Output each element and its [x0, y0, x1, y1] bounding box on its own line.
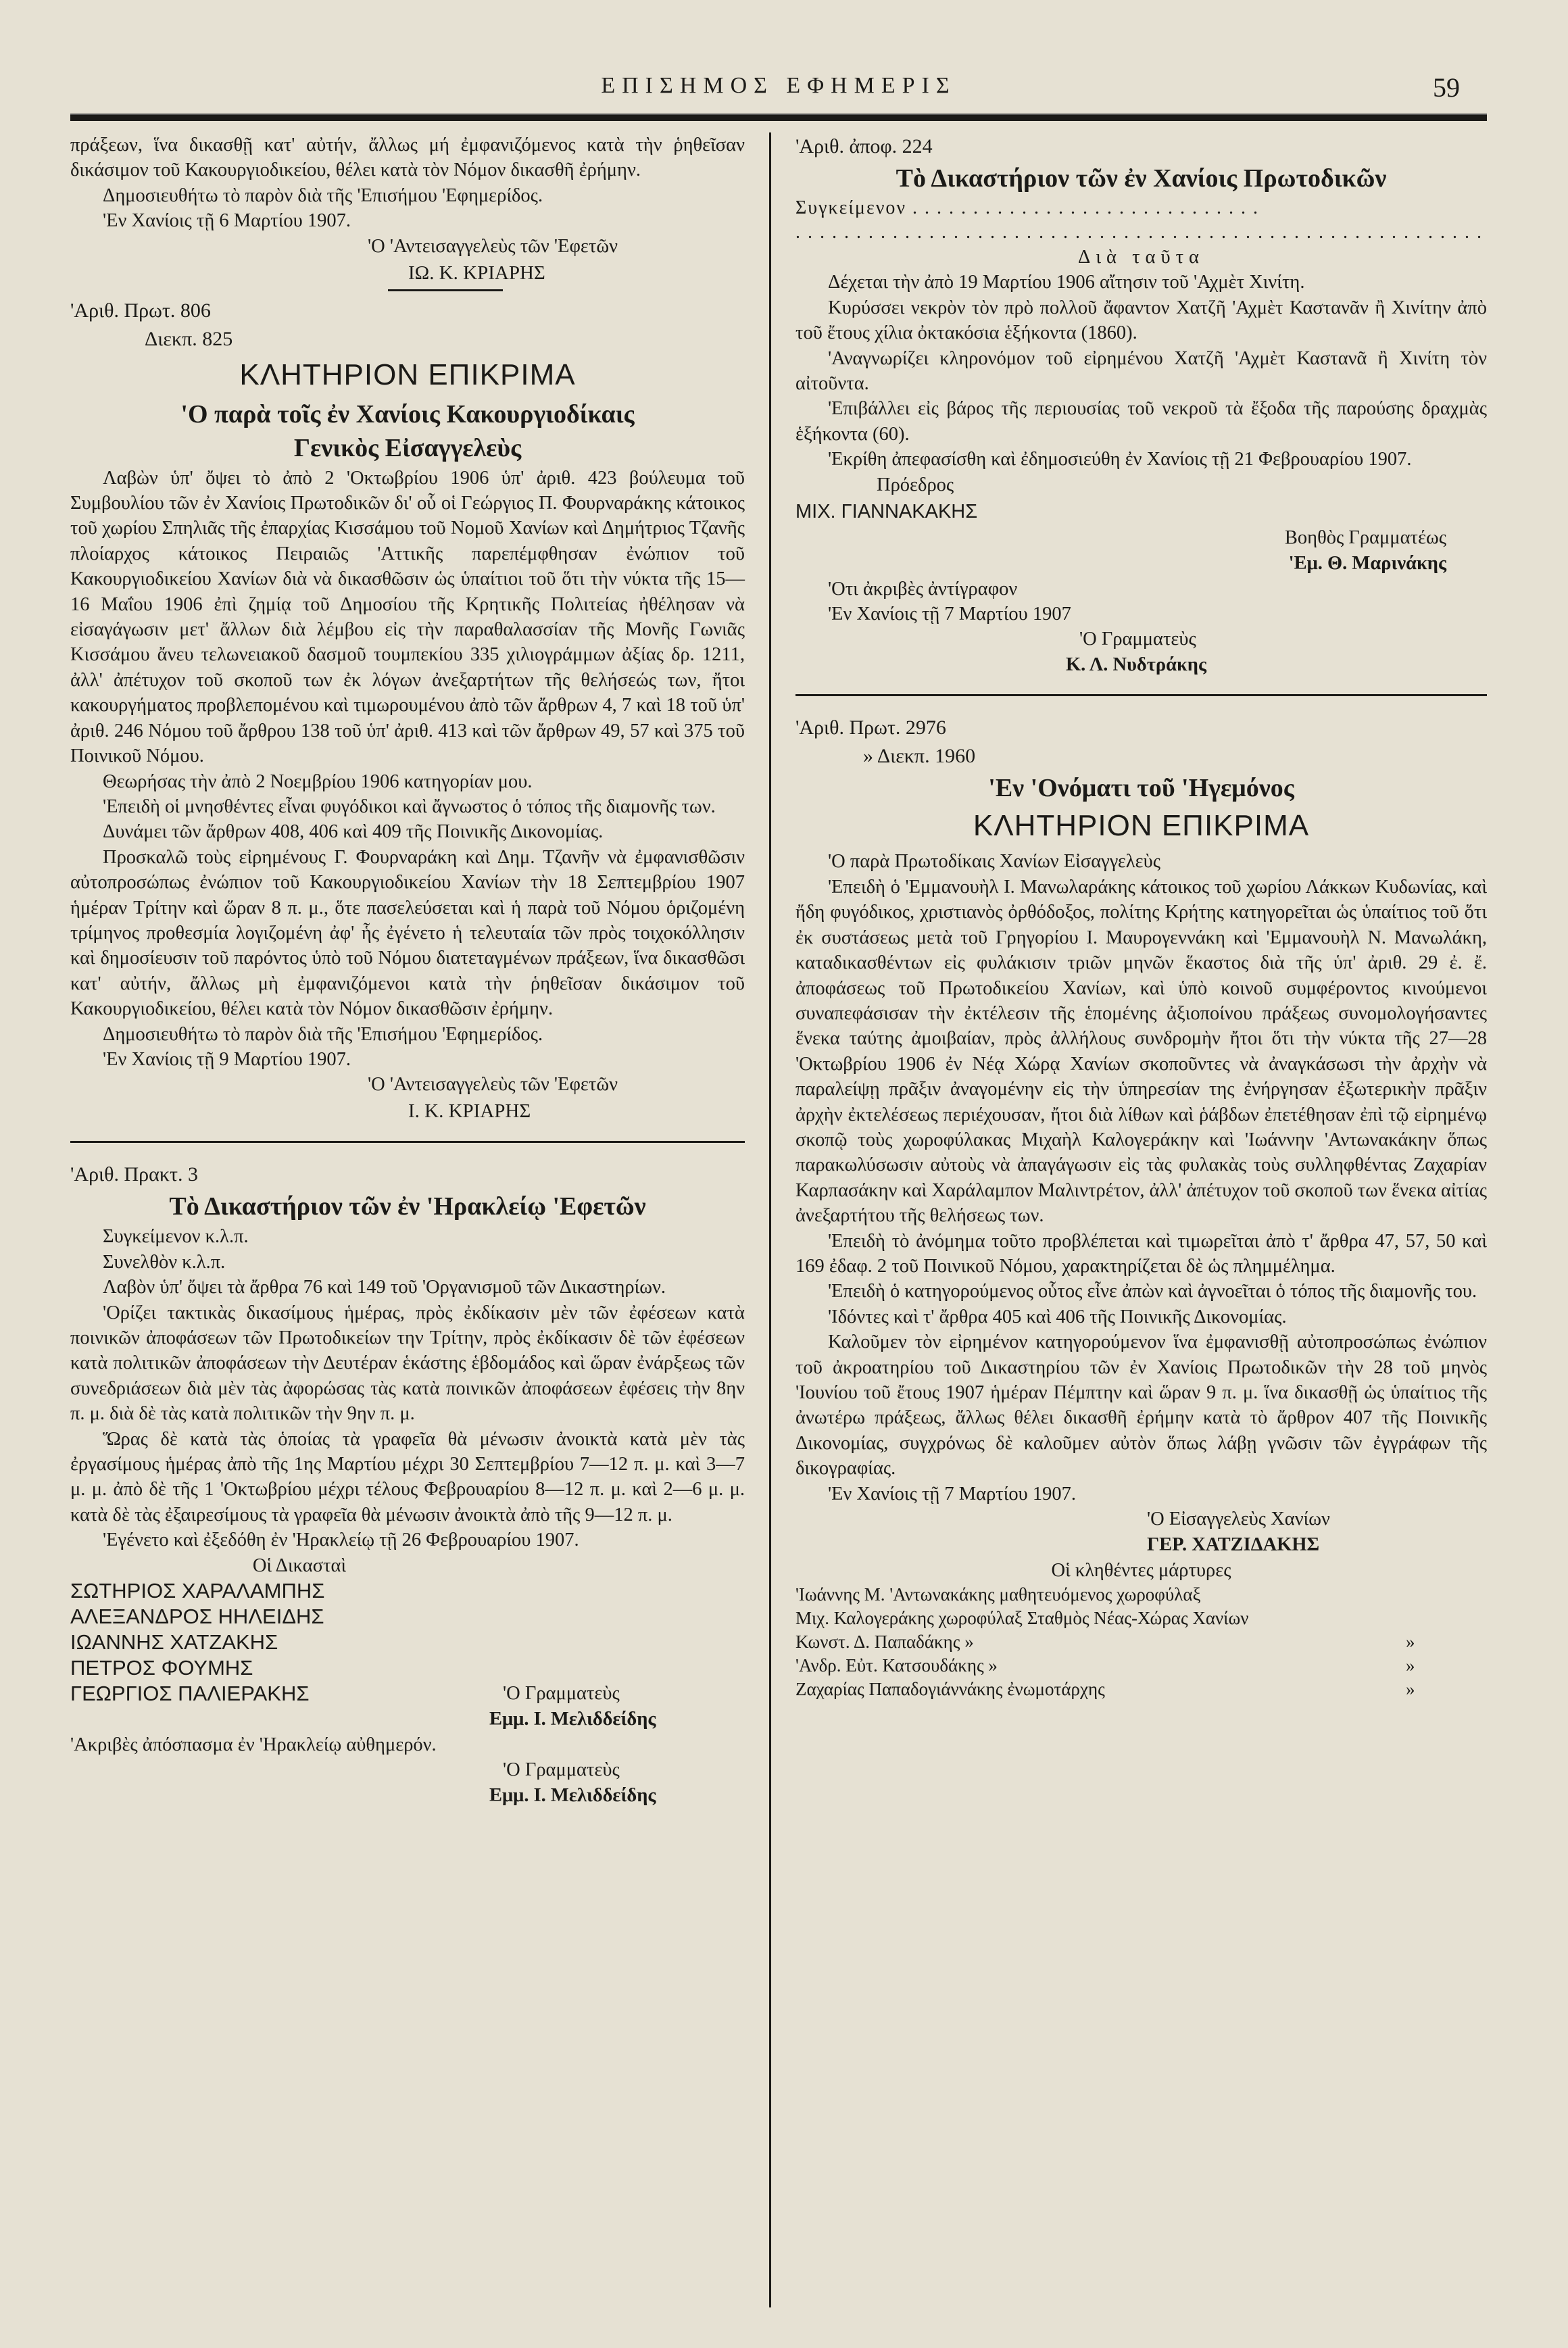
witness-row — [795, 1630, 1487, 1654]
true-copy-date: 'Εν Χανίοις τῇ 7 Μαρτίου 1907 — [828, 604, 1071, 625]
signature-name: ΓΕΡ. ΧΑΤΖΙΔΑΚΗΣ — [1147, 1534, 1320, 1556]
paragraph: 'Επειδὴ ὁ 'Εμμανουὴλ Ι. Μανωλαράκης κάτοικος τοῦ χωρίου Λάκκων Κυδωνίας, καὶ ἤδη φυγόδικος, χριστιανὸς ὀρθόδοξος, πολίτης Κρήτης κατηγορεῖται ὡς ὑπαίτιος τοῦ ὅτι ἐκ συστάσεως μετὰ τοῦ Γρηγορίου Ι. Μαυρογεννάκη καὶ 'Εμμανουὴλ Ν. Μανωλάκη, καταδικασθέντων εἰς φυλάκισιν τριῶν μηνῶν ἕκαστος διὰ τῆς ὑπ' ἀριθ. 29 ἐ. ἔ. ἀποφάσεως τοῦ Πρωτοδικείου Χανίων, καὶ ὑπὸ κοινοῦ συμφέροντος κινούμενοι συναπεφάσισαν τὴν ἐκτέλεσιν τῆς ἑπομένης ἀξιοποίνου πράξεως συνομολογήσαντες ἕνεκα ταύτης ἀμοιβαίαν, πρὸς ἀλλήλους συνδρομὴν ἤτοι ὅτι τὴν νύκτα τῆς 27—28 'Οκτωβρίου 1906 ἐν Νέᾳ Χώρᾳ Χανίων σκοποῦντες νὰ ἀναγκάσωσι τὴν ἀρχὴν νὰ παραλείψῃ πρᾶξιν ἀναγομένην εἰς τὴν ὑπηρεσίαν της ἐνήργησαν ἐξωτερικὴν πρᾶξιν ἀρχὴν ἐκτελέσεως περιέχουσαν, ἤτοι διὰ λίθων καὶ ῥάβδων ἐπετέθησαν ἐπὶ τῷ εἰρημένῳ σκοπῷ τοὺς χωροφύλακας Μιχαὴλ Καλογεράκην καὶ 'Ιωάννην 'Αντωνακάκην ὅπως παρακωλύσωσιν αὐτοὺς νὰ ἀπαγάγωσιν εἰς τὰς φυλακὰς τοὺς συλληφθέντας Ζαχαρίαν Καρπασάκην καὶ Χαράλαμπον Μαλιντρέτον, ἀλλ' ἀπέτυχον τοῦ σκοποῦ των ἕνεκα αἰτίας ἀνεξαρτήτου τῆς θελήσεως των. — [795, 876, 1487, 1227]
judge-name: ΣΩΤΗΡΙΟΣ ΧΑΡΑΛΑΜΠΗΣ — [70, 1579, 325, 1603]
page-number: 59 — [1433, 72, 1460, 103]
signature-name: Ι. Κ. ΚΡΙΑΡΗΣ — [408, 1100, 531, 1123]
paragraph: Καλοῦμεν τὸν εἰρημένον κατηγορούμενον ἵνα ἐμφανισθῇ αὐτοπροσώπως ἐνώπιον τοῦ ἀκροατηρίου τοῦ Δικαστηρίου τῶν ἐν Χανίοις Πρωτοδικῶν τὴν 28 τοῦ μηνὸς 'Ιουνίου τοῦ ἔτους 1907 ἡμέραν Πέμπτην καὶ ὥραν 9 π. μ. ἵνα δικασθῇ ὡς ὑπαίτιος τῆς ἀνωτέρω πράξεως, ἄλλως θέλει δικασθῆ ἐρήμην κατὰ τὸ ἄρθρον 407 τῆς Ποινικῆς Δικονομίας, συγχρόνως δὲ καλοῦμεν αὐτὸν ὅπως λάβῃ γνῶσιν τῶν ἐγγράφων τῆς δικογραφίας. — [795, 1331, 1487, 1479]
assistant-title: Βοηθὸς Γραμματέως — [1284, 527, 1446, 548]
section-subheading: Γενικὸς Εἰσαγγελεὺς — [293, 433, 522, 462]
paragraph: Δημοσιευθήτω τὸ παρὸν διὰ τῆς 'Επισήμου 'Εφημερίδος. — [103, 185, 543, 206]
paragraph: Λαβὼν ὑπ' ὄψει τὸ ἀπὸ 2 'Οκτωβρίου 1906 ὑπ' ἀριθ. 423 βούλευμα τοῦ Συμβουλίου τῶν ἐν Χανίοις Πρωτοδικῶν δι' οὗ οἱ Γεώργιος Π. Φουρναράκης κάτοικος τοῦ χωρίου Σπηλιᾶς τῆς ἐπαρχίας Κισσάμου τοῦ Νομοῦ Χανίων καὶ Δημήτριος Τζανῆς πλοίαρχος κάτοικος Πειραιῶς 'Αττικῆς παρεπέμφθησαν ἐνώπιον τοῦ Κακουργιοδικείου Χανίων διὰ νὰ δικασθῶσιν ὡς ὑπαίτιοι τοῦ ὅτι τὴν νύκτα τῆς 15—16 Μαΐου 1906 ἐπὶ ζημίᾳ τοῦ Δημοσίου τῆς Κρητικῆς Πολιτείας ἠθέλησαν νὰ εἰσαγάγωσιν μετ' ἄλλων διὰ λέμβου εἰς τὴν παραθαλασσίαν τῆς Μονῆς Γωνιᾶς Κισσάμου ἄνευ τελωνειακοῦ δασμοῦ τουμπεκίου 335 χιλιογράμμων ἀξίας δρ. 1211, ἀλλ' ἀπέτυχον τοῦ σκοποῦ των ἐκ λόγων ἀνεξαρτήτων τῆς θελήσεώς των, ἤτοι κακουργήματος προβλεπομένου καὶ τιμωρουμένου ἀπὸ τῶν ἄρθρων 4, 7 καὶ 18 τοῦ ὑπ' ἀριθ. 246 Νόμου τοῦ ἄρθρου 138 τοῦ ὑπ' ἀριθ. 413 καὶ τῶν ἄρθρων 49, 57 καὶ 375 τοῦ Ποινικοῦ Νόμου. — [70, 467, 745, 767]
section-rule — [70, 1141, 745, 1143]
paragraph: 'Επειδὴ οἱ μνησθέντες εἶναι φυγόδικοι καὶ ἄγνωστος ὁ τόπος τῆς διαμονῆς των. — [103, 796, 716, 817]
witness-list — [795, 1583, 1487, 1701]
witness-ditto — [1406, 1583, 1487, 1607]
clerk-title: 'Ο Γραμματεὺς — [1079, 629, 1196, 650]
signature-title: 'Ο 'Αντεισαγγελεὺς τῶν 'Εφετῶν — [368, 1074, 618, 1096]
paragraph: Λαβὸν ὑπ' ὄψει τὰ ἄρθρα 76 καὶ 149 τοῦ 'Οργανισμοῦ τῶν Δικαστηρίων. — [103, 1277, 666, 1298]
left-column — [70, 132, 769, 2307]
ref-number: 'Αριθ. Πρωτ. 2976 — [795, 716, 946, 739]
right-column — [769, 132, 1487, 2307]
paragraph: Κυρύσσει νεκρὸν τὸν πρὸ πολλοῦ ἄφαντον Χατζῆ 'Αχμὲτ Καστανᾶν ἢ Χινίτην ἀπὸ τοῦ ἔτους χίλια ὀκτακόσια ἑξήκοντα (1860). — [795, 297, 1487, 344]
witness-name: Μιχ. Καλογεράκης χωροφύλαξ Σταθμὸς Νέας-Χώρας Χανίων — [795, 1608, 1249, 1629]
composed-line: Συγκείμενον . . . . . . . . . . . . . . . . . . . . . . . . . . . . . — [795, 197, 1260, 218]
clerk-name: Εμμ. Ι. Μελιδδείδης — [489, 1785, 656, 1807]
ref-number: 'Αριθ. ἀποφ. 224 — [795, 135, 933, 157]
paragraph: Προσκαλῶ τοὺς εἰρημένους Γ. Φουρναράκη καὶ Δημ. Τζανῆν νὰ ἐμφανισθῶσιν αὐτοπροσώπως ἐνώπιον τοῦ Κακουργιοδικείου Χανίων τὴν 18 Σεπτεμβρίου 1907 ἡμέραν Τρίτην καὶ ὥραν 8 π. μ., ὅτε πασελεύσεται καὶ ἡ παρὰ τοῦ Νόμου ὁριζομένη τρίμηνος προθεσμία λογιζομένη ἀφ' ἧς ἐγένετο ἡ τελευταία τῶν πρὸς τοιχοκόλλησιν καὶ δημοσίευσιν τοῦ παρόντος ὑπὸ τοῦ Νόμου διατεταγμένων πράξεων, ἵνα δικασθῶσι κατ' αὐτήν, ἄλλως μὴ ἐμφανιζόμενοι κατὰ τὴν ῥηθεῖσαν δικάσιμον τοῦ Κακουργιοδικείου, θέλει κατὰ τὸν Νόμον δικασθῶσιν ἐρήμην. — [70, 846, 745, 1020]
witness-ditto — [1406, 1607, 1487, 1630]
president-title: Πρόεδρος — [877, 474, 954, 495]
witnesses-title: Οἱ κληθέντες μάρτυρες — [1051, 1560, 1231, 1582]
paragraph: 'Εκρίθη ἀπεφασίσθη καὶ ἐδημοσιεύθη ἐν Χανίοις τῇ 21 Φεβρουαρίου 1907. — [828, 449, 1412, 470]
section-heading: ΚΛΗΤΗΡΙΟΝ ΕΠΙΚΡΙΜΑ — [239, 358, 576, 391]
header-rule — [70, 114, 1487, 121]
paragraph: πράξεων, ἵνα δικασθῇ κατ' αὐτήν, ἄλλως μή ἐμφανιζόμενος κατὰ τὴν ῥηθεῖσαν δικάσιμον τοῦ Κακουργιοδικείου, θέλει κατὰ τὸν Νόμον δικασθῆ ἐρήμην. — [70, 134, 745, 181]
dia-tauta-heading: Διὰ ταῦτα — [1078, 247, 1204, 268]
paragraph: Ὥρας δὲ κατὰ τὰς ὁποίας τὰ γραφεῖα θὰ μένωσιν ἀνοικτὰ κατὰ μὲν τὰς ἐργασίμους ἡμέρας ἀπὸ τῆς 1ης Μαρτίου μέχρι 30 Σεπτεμβρίου 7—12 π. μ. καὶ 3—7 μ. μ. ἀπὸ δὲ τῆς 1 'Οκτωβρίου μέχρι τέλους Φεβρουαρίου 8—12 π. μ. καὶ 2—6 μ. μ. κατὰ δὲ τὰς ἐξαιρεσίμους τὰ γραφεῖα θὰ μένωσιν ἀνοικτὰ ἀπὸ τῆς 9—12 π. μ. — [70, 1428, 745, 1525]
paragraph: 'Επειδὴ ὁ κατηγορούμενος οὗτος εἶνε ἀπὼν καὶ ἀγνοεῖται ὁ τόπος τῆς διαμονῆς του. — [828, 1281, 1477, 1302]
witness-row — [795, 1583, 1487, 1607]
judge-name: ΠΕΤΡΟΣ ΦΟΥΜΗΣ — [70, 1656, 253, 1680]
assistant-name: 'Εμ. Θ. Μαρινάκης — [1288, 552, 1446, 574]
president-name: ΜΙΧ. ΓΙΑΝΝΑΚΑΚΗΣ — [795, 500, 978, 522]
section-heading: Τὸ Δικαστήριον τῶν ἐν Χανίοις Πρωτοδικῶν — [896, 164, 1387, 193]
paragraph: 'Ορίζει τακτικὰς δικασίμους ἡμέρας, πρὸς ἐκδίκασιν μὲν τῶν ἐφέσεων κατὰ ποινικῶν ἀποφάσεων τῶν Πρωτοδικείων την Τρίτην, πρὸς ἐκδίκασιν δὲ τῶν ἐφέσεων κατὰ πολιτικῶν ἀποφάσεων τὴν Δευτέραν ἑκάστης ἑβδομάδος καὶ ὥραν ἐνάρξεως τῶν συνεδριάσεων διὰ μὲν τὰς ἀφορώσας τὰς κατὰ ποινικῶν ἀποφάσεων ἐφέσεις τὴν 8ην π. μ. διὰ δὲ τὰς κατὰ πολιτικῶν τὴν 9ην π. μ. — [70, 1302, 745, 1425]
clerk-title: 'Ο Γραμματεὺς — [503, 1683, 620, 1705]
judge-name: ΙΩΑΝΝΗΣ ΧΑΤΖΑΚΗΣ — [70, 1630, 278, 1655]
section-heading: 'Εν 'Ονόματι τοῦ 'Ηγεμόνος — [988, 774, 1294, 803]
paragraph: 'Ιδόντες καὶ τ' ἄρθρα 405 καὶ 406 τῆς Ποινικῆς Δικονομίας. — [828, 1306, 1287, 1327]
paragraph: Δυνάμει τῶν ἄρθρων 408, 406 καὶ 409 τῆς Ποινικῆς Δικονομίας. — [103, 821, 604, 843]
witness-row — [795, 1607, 1487, 1630]
witness-ditto: » — [1406, 1632, 1415, 1653]
paragraph: Συγκείμενον κ.λ.π. — [103, 1226, 249, 1248]
witness-ditto: » — [1406, 1679, 1415, 1700]
prosecutor-line: 'Ο παρὰ Πρωτοδίκαις Χανίων Εἰσαγγελεὺς — [828, 851, 1160, 873]
paragraph: 'Εγένετο καὶ ἐξεδόθη ἐν 'Ηρακλείῳ τῇ 26 Φεβρουαρίου 1907. — [103, 1530, 579, 1551]
true-copy-note: 'Οτι ἀκριβὲς ἀντίγραφον — [828, 578, 1018, 600]
paragraph: 'Εν Χανίοις τῇ 9 Μαρτίου 1907. — [103, 1048, 351, 1070]
signature-title: 'Ο 'Αντεισαγγελεὺς τῶν 'Εφετῶν — [368, 235, 618, 257]
witness-name: Κωνστ. Δ. Παπαδάκης » — [795, 1632, 974, 1653]
witness-row — [795, 1654, 1487, 1678]
paragraph: 'Αναγνωρίζει κληρονόμον τοῦ εἰρημένου Χατζῆ 'Αχμὲτ Καστανᾶ ἢ Χινίτη τὸν αἰτοῦντα. — [795, 347, 1487, 395]
paragraph: Θεωρήσας τὴν ἀπὸ 2 Νοεμβρίου 1906 κατηγορίαν μου. — [103, 771, 533, 792]
clerk-name: Εμμ. Ι. Μελιδδείδης — [489, 1709, 656, 1730]
witness-name: Ζαχαρίας Παπαδογιάννάκης ἐνωμοτάρχης — [795, 1679, 1105, 1700]
witness-name: 'Ανδρ. Εὐτ. Κατσουδάκης » — [795, 1655, 998, 1676]
signature-title: 'Ο Εἰσαγγελεὺς Χανίων — [1147, 1509, 1330, 1530]
witness-ditto: » — [1406, 1655, 1415, 1676]
witness-row — [795, 1678, 1487, 1701]
section-heading: Τὸ Δικαστήριον τῶν ἐν 'Ηρακλείῳ 'Εφετῶν — [169, 1192, 646, 1221]
paragraph: 'Εν Χανίοις τῇ 6 Μαρτίου 1907. — [103, 210, 351, 232]
paragraph: Δημοσιευθήτω τὸ παρὸν διὰ τῆς 'Επισήμου 'Εφημερίδος. — [103, 1023, 543, 1045]
dotted-line: . . . . . . . . . . . . . . . . . . . . . . . . . . . . . . . . . . . . . . . . . . . . . . . . . . . . . . . . . — [795, 222, 1483, 243]
accurate-copy-note: 'Ακριβὲς ἀπόσπασμα ἐν 'Ηρακλείῳ αὐθημερόν. — [70, 1734, 437, 1756]
clerk-name: Κ. Λ. Νυδτράκης — [1066, 654, 1207, 676]
judges-title: Οἱ Δικασταὶ — [252, 1555, 347, 1576]
clerk-title: 'Ο Γραμματεὺς — [503, 1759, 620, 1781]
paragraph: Συνελθὸν κ.λ.π. — [103, 1251, 226, 1273]
section-heading: ΚΛΗΤΗΡΙΟΝ ΕΠΙΚΡΙΜΑ — [973, 809, 1310, 843]
paragraph: 'Επιβάλλει εἰς βάρος τῆς περιουσίας τοῦ νεκροῦ τὰ ἔξοδα τῆς παρούσης δραχμὰς ἑξήκοντα (60). — [795, 398, 1487, 445]
paragraph: Δέχεται τὴν ἀπὸ 19 Μαρτίου 1906 αἴτησιν τοῦ 'Αχμὲτ Χινίτη. — [828, 272, 1305, 293]
ref-number: » Διεκπ. 1960 — [863, 745, 976, 768]
section-subheading: 'Ο παρὰ τοῖς ἐν Χανίοις Κακουργιοδίκαις — [180, 399, 635, 429]
judge-name: ΓΕΩΡΓΙΟΣ ΠΑΛΙΕΡΑΚΗΣ — [70, 1682, 310, 1706]
short-rule — [388, 289, 503, 291]
witness-name: 'Ιωάννης Μ. 'Αντωνακάκης μαθητευόμενος χωροφύλαξ — [795, 1584, 1201, 1605]
ref-number: 'Αριθ. Πρωτ. 806 — [70, 299, 211, 322]
paragraph: 'Εν Χανίοις τῇ 7 Μαρτίου 1907. — [828, 1483, 1077, 1505]
paragraph: 'Επειδὴ τὸ ἀνόμημα τοῦτο προβλέπεται καὶ τιμωρεῖται ἀπὸ τ' ἄρθρα 47, 57, 50 καὶ 169 ἐδαφ. 2 τοῦ Ποινικοῦ Νόμου, χαρακτηρίζεται δὲ ὡς πλημμέλημα. — [795, 1230, 1487, 1277]
running-head — [70, 68, 1487, 108]
signature-name: ΙΩ. Κ. ΚΡΙΑΡΗΣ — [408, 262, 545, 284]
ref-number: 'Αριθ. Πρακτ. 3 — [70, 1163, 199, 1186]
running-title: ΕΠΙΣΗΜΟΣ ΕΦΗΜΕΡΙΣ — [601, 73, 956, 98]
judge-name: ΑΛΕΞΑΝΔΡΟΣ ΗΗΛΕΙΔΗΣ — [70, 1605, 324, 1629]
section-rule — [795, 694, 1487, 696]
columns — [70, 132, 1487, 2307]
ref-number: Διεκπ. 825 — [145, 327, 233, 350]
